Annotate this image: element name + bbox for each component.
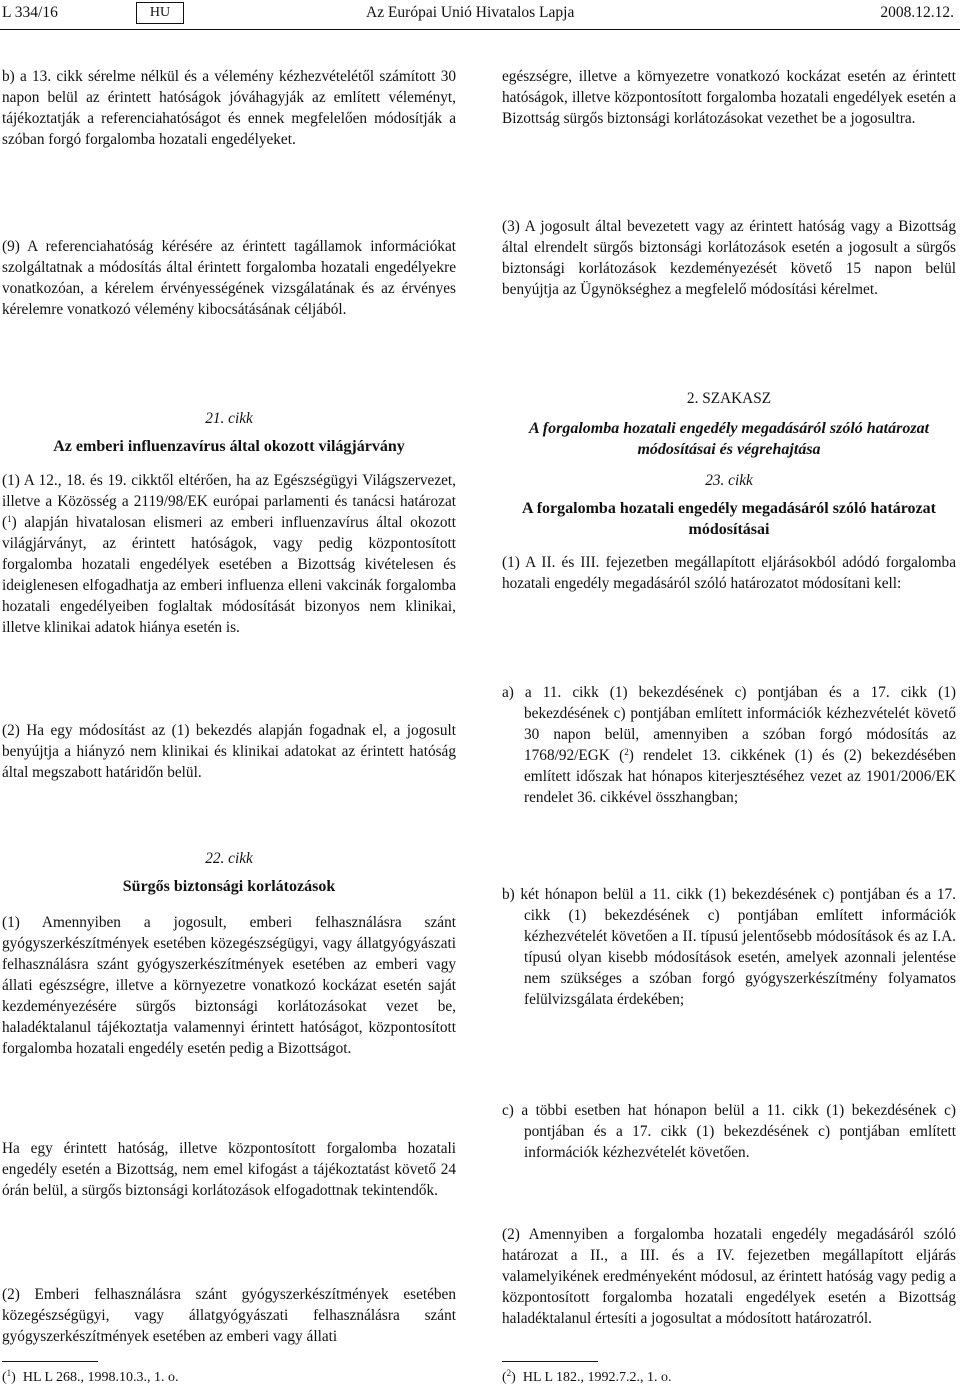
article-23-paragraph-2: (2) Amennyiben a forgalomba hozatali engedély megadásáról szóló határozat a II., a III. és a IV. fejezetben megállapított eljárás valamelyikének eredményeként módosul, az érintett hatóság vagy pedig a központosított forgalomba hozatali engedélyek esetén a Bizottság haladéktalanul értesíti a jogosultat a módosított határozatról. <box>502 1226 956 1327</box>
page-reference: L 334/16 <box>2 4 58 21</box>
article-22-title: Sürgős biztonsági korlátozások <box>122 878 336 895</box>
footnote-1: ($^1$) HL L 268., 1998.10.3., 1. o. <box>2 1368 179 1385</box>
left-paragraph-b: b) a 13. cikk sérelme nélkül és a vélemény kézhezvételétől számított 30 napon belül az érintett hatóságok jóváhagyják az említett véleményt, tájékoztatják a referenciahatóságot és ennek megfelelően módosítják a szóban forgó forgalomba hozatali engedélyeket. <box>2 68 456 148</box>
left-paragraph-9: (9) A referenciahatóság kérésére az érintett tagállamok információkat szolgáltatnak a módosítás által érintett forgalomba hozatali engedélyekre vonatkozóan, a kérelem érvényességének vizsgálatának és az érvényes kérelemre vonatkozó vélemény kibocsátásának céljából. <box>2 238 456 318</box>
footnote-2: ($^2$) HL L 182., 1992.7.2., 1. o. <box>502 1368 672 1385</box>
article-21-paragraph-2: (2) Ha egy módosítást az (1) bekezdés alapján fogadnak el, a jogosult benyújtja a hiányzó nem klinikai és klinikai adatokat az érintett hatóság által megszabott határidőn belül. <box>2 722 456 781</box>
footnote-ref-2[interactable]: 2 <box>624 747 629 757</box>
language-code-box: HU <box>136 2 184 24</box>
list-item-b: b) két hónapon belül a 11. cikk (1) bekezdésének c) pontjában és a 17. cikk (1) bekezdésének c) pontjában említett információk kézhezvételét követően a II. típusú jelentősebb módosítások és az I.A. típusú olyan kisebb módosítások esetén, amelyek azonnali jelentése nem szükséges a szóban forgó gyógyszerkészítmény folyamatos felülvizsgálata érdekében; <box>502 886 956 1008</box>
publication-date: 2008.12.12. <box>880 4 954 21</box>
article-22-paragraph-1b: Ha egy érintett hatóság, illetve központosított forgalomba hozatali engedély esetén a Bizottság, nem emel kifogást a tájékoztatást követő 24 órán belül, a sürgős biztonsági korlátozások elfogadottnak tekintendők. <box>2 1140 456 1199</box>
section-2-number: 2. SZAKASZ <box>686 390 772 407</box>
footnote-rule-left <box>2 1361 98 1362</box>
article-21-paragraph-1: (1) A 12., 18. és 19. cikktől eltérően, ha az Egészségügyi Világszervezet, illetve a Közösség a 2119/98/EK európai parlamenti és tanácsi határozat ($^1$) alapján hivatalosan elismeri az emberi influenzavírus által okozott világjárványt, az érintett hatóságok, vagy pedig központosított forgalomba hozatali engedélyek esetében a Bizottság kivételesen és ideiglenesen elfogadhatja az emberi influenza elleni vakcinák forgalomba hozatali engedélyeiben foglaltak módosítását bizonyos nem klinikai, illetve klinikai adatok hiánya esetén is. <box>2 472 456 636</box>
section-2-title: A forgalomba hozatali engedély megadásáról szóló határozat módosításai és végrehajtása <box>528 420 930 458</box>
journal-title: Az Európai Unió Hivatalos Lapja <box>366 4 575 21</box>
article-23-title: A forgalomba hozatali engedély megadásáról szóló határozat módosításai <box>522 500 936 538</box>
footnote-ref-1[interactable]: 1 <box>7 514 12 524</box>
page-header <box>0 0 960 26</box>
article-23-paragraph-1: (1) A II. és III. fejezetben megállapított eljárásokból adódó forgalomba hozatali engedély megadásáról szóló határozatot módosítani kell: <box>502 554 956 592</box>
footnote-rule-right <box>502 1361 598 1362</box>
article-21-number: 21. cikk <box>205 410 253 427</box>
list-item-a: a) a 11. cikk (1) bekezdésének c) pontjában és a 17. cikk (1) bekezdésének c) pontjában említett információk kézhezvételét követő 30 napon belül, amennyiben a szóban forgó módosítás az 1768/92/EGK ($^2$) rendelet 13. cikkének (1) és (2) bekezdésében említett időszak hat hónapos kiterjesztéséhez vezet az 1901/2006/EK rendelet 36. cikkével összhangban; <box>502 684 956 806</box>
right-paragraph-3: (3) A jogosult által bevezetett vagy az érintett hatóság vagy a Bizottság által elrendelt sürgős biztonsági korlátozások esetén a jogosult a sürgős biztonsági korlátozások kezdeményezését követő 15 napon belül benyújtja az Ügynökséghez a megfelelő módosítási kérelmet. <box>502 218 956 298</box>
article-22-paragraph-2: (2) Emberi felhasználásra szánt gyógyszerkészítmények esetében közegészségügyi, vagy állatgyógyászati felhasználásra szánt gyógyszerkészítmények esetében az emberi vagy állati <box>2 1286 456 1345</box>
right-paragraph-continued: egészségre, illetve a környezetre vonatkozó kockázat esetén az érintett hatóságok, illetve központosított forgalomba hozatali engedélyek esetén a Bizottság sürgős biztonsági korlátozásokat vezethet be a jogosultra. <box>502 68 956 127</box>
article-22-paragraph-1: (1) Amennyiben a jogosult, emberi felhasználásra szánt gyógyszerkészítmények esetében közegészségügyi, vagy állatgyógyászati felhasználásra szánt gyógyszerkészítmények esetében az emberi vagy állati egészségre, illetve a környezetre vonatkozó kockázat esetén saját kezdeményezésére sürgős biztonsági korlátozásokat vezet be, haladéktalanul tájékoztatja valamennyi érintett hatóságot, központosított forgalomba hozatali engedély esetén pedig a Bizottságot. <box>2 914 456 1057</box>
article-23-number: 23. cikk <box>705 472 753 489</box>
article-22-number: 22. cikk <box>205 850 253 867</box>
article-21-title: Az emberi influenzavírus által okozott világjárvány <box>53 438 405 455</box>
list-item-c: c) a többi esetben hat hónapon belül a 11. cikk (1) bekezdésének c) pontjában és a 17. cikk (1) bekezdésének c) pontjában említett információk kézhezvételét követően. <box>502 1102 956 1161</box>
header-rule <box>0 29 960 30</box>
